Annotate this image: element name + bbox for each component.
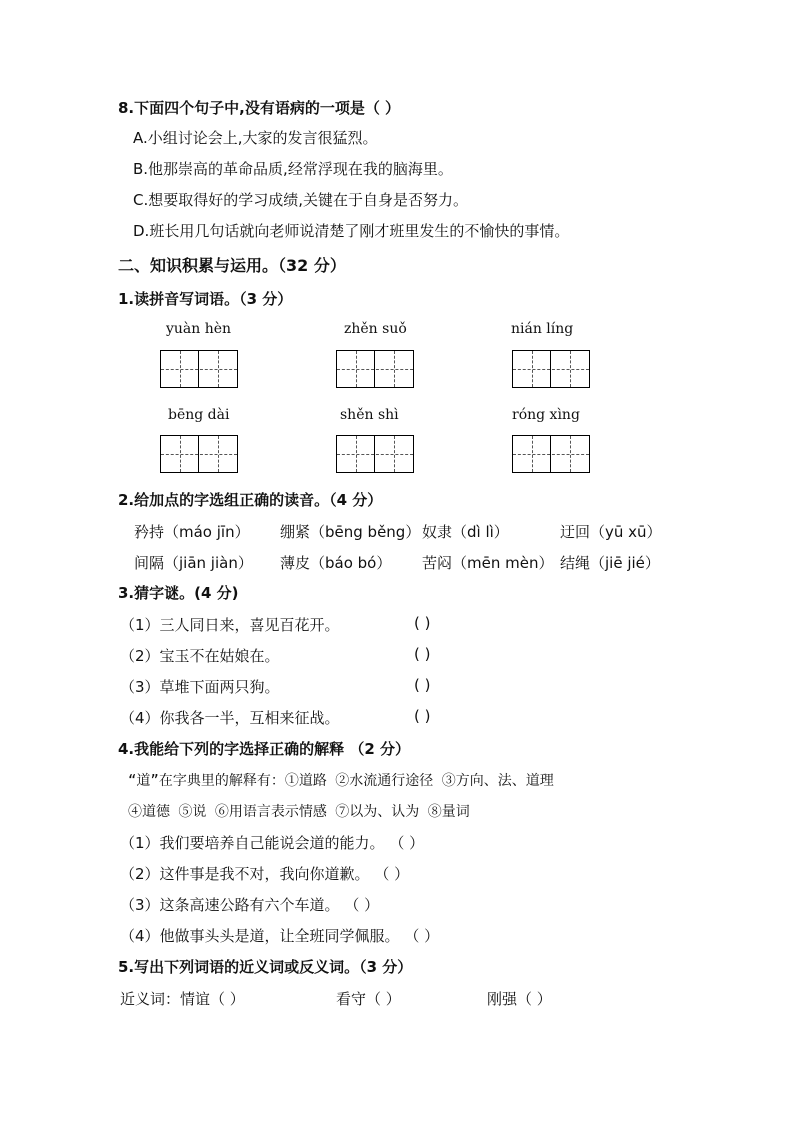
pinyin-label: bēng dài [168, 407, 230, 423]
definition-line: ④道德 ⑤说 ⑥用语言表示情感 ⑦以为、认为 ⑧量词 [128, 804, 470, 820]
answer-blank[interactable]: ( ) [414, 676, 431, 694]
pinyin-label: shěn shì [340, 407, 399, 423]
tianzige-box[interactable] [336, 435, 414, 473]
q8-option-a: A.小组讨论会上,大家的发言很猛烈。 [133, 129, 378, 147]
q4-title: 4.我能给下列的字选择正确的解释 （2 分） [118, 740, 411, 758]
tianzige-box[interactable] [512, 350, 590, 388]
reading-option: 绷紧（bēng běng） [280, 523, 421, 541]
q8-option-d: D.班长用几句话就向老师说清楚了刚才班里发生的不愉快的事情。 [133, 222, 570, 240]
reading-option: 矜持（máo jīn） [134, 523, 250, 541]
usage-item: （4）他做事头头是道，让全班同学佩服。 （ ） [120, 927, 440, 945]
usage-item: （1）我们要培养自己能说会道的能力。 （ ） [120, 834, 425, 852]
q8-option-b: B.他那崇高的革命品质,经常浮现在我的脑海里。 [133, 160, 453, 178]
riddle-item: （2）宝玉不在姑娘在。 [120, 647, 280, 665]
tianzige-box[interactable] [160, 350, 238, 388]
q8-title: 8.下面四个句子中,没有语病的一项是（ ） [118, 99, 401, 117]
definition-line: “道”在字典里的解释有：①道路 ②水流通行途径 ③方向、法、道理 [128, 773, 554, 789]
answer-blank[interactable]: ( ) [414, 614, 431, 632]
synonym-item: 看守（ ） [336, 990, 401, 1008]
riddle-item: （4）你我各一半，互相来征战。 [120, 709, 340, 727]
pinyin-label: zhěn suǒ [344, 321, 407, 337]
q1-title: 1.读拼音写词语。（3 分） [118, 290, 293, 308]
pinyin-label: yuàn hèn [166, 321, 232, 337]
answer-blank[interactable]: ( ) [414, 707, 431, 725]
section-2-title: 二、知识积累与运用。（32 分） [118, 256, 346, 275]
usage-item: （3）这条高速公路有六个车道。 （ ） [120, 896, 380, 914]
reading-option: 迂回（yū xū） [560, 523, 662, 541]
q5-title: 5.写出下列词语的近义词或反义词。（3 分） [118, 958, 413, 976]
q2-title: 2.给加点的字选组正确的读音。（4 分） [118, 491, 383, 509]
q8-option-c: C.想要取得好的学习成绩,关键在于自身是否努力。 [133, 191, 469, 209]
tianzige-box[interactable] [512, 435, 590, 473]
tianzige-box[interactable] [336, 350, 414, 388]
reading-option: 奴隶（dì lì） [422, 523, 509, 541]
answer-blank[interactable]: ( ) [414, 645, 431, 663]
pinyin-label: nián líng [511, 321, 574, 337]
reading-option: 结绳（jiē jié） [560, 554, 660, 572]
synonym-item: 近义词：情谊（ ） [120, 990, 245, 1008]
synonym-item: 刚强（ ） [487, 990, 552, 1008]
usage-item: （2）这件事是我不对，我向你道歉。 （ ） [120, 865, 410, 883]
q3-title: 3.猜字谜。(4 分) [118, 584, 239, 602]
riddle-item: （1）三人同日来，喜见百花开。 [120, 616, 340, 634]
reading-option: 薄皮（báo bó） [280, 554, 392, 572]
pinyin-label: róng xìng [512, 407, 580, 423]
reading-option: 间隔（jiān jiàn） [134, 554, 253, 572]
tianzige-box[interactable] [160, 435, 238, 473]
reading-option: 苦闷（mēn mèn） [422, 554, 554, 572]
riddle-item: （3）草堆下面两只狗。 [120, 678, 280, 696]
